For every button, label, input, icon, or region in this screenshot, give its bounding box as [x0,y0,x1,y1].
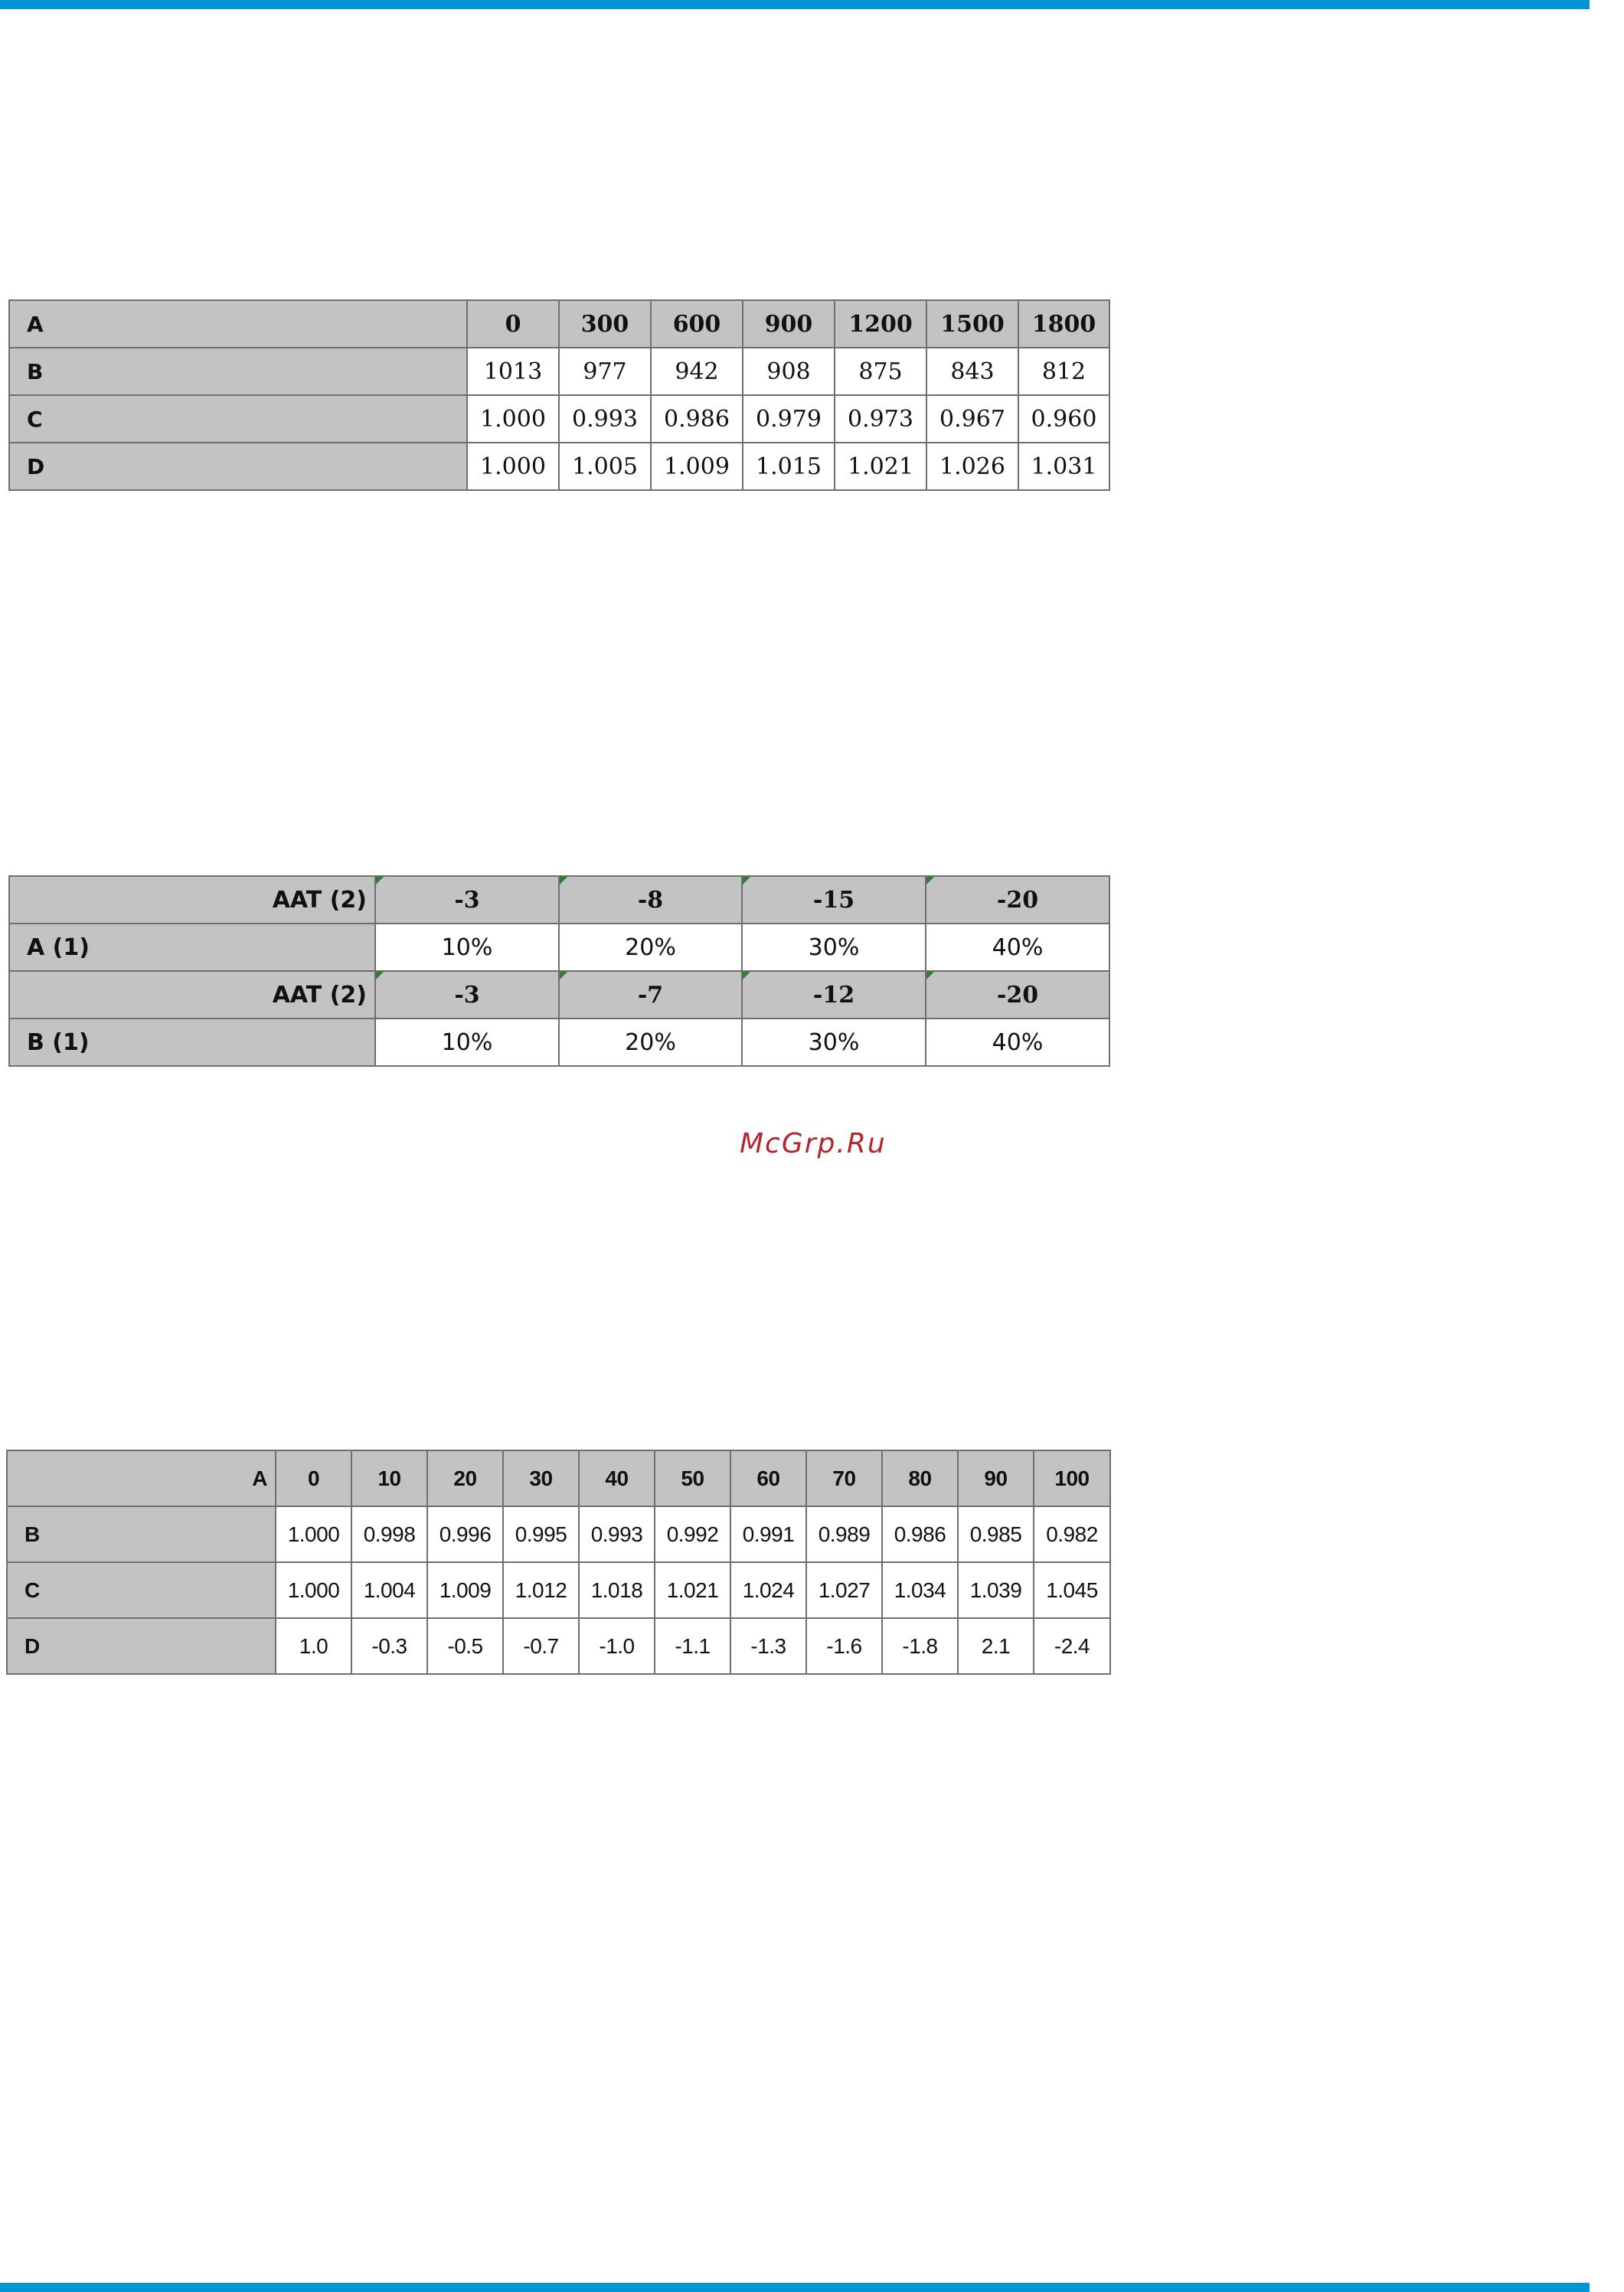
table-row [9,1018,1109,1066]
column-header: 0 [276,1450,351,1506]
table-cell: 1.000 [467,443,559,490]
table-cell: 1.039 [958,1562,1034,1618]
table-cell: 1.021 [655,1562,730,1618]
table-cell: 0.998 [351,1506,427,1562]
table-cell: 20% [559,1018,742,1066]
table-cell: 2.1 [958,1618,1034,1674]
table-cell: 0.989 [806,1506,882,1562]
row-label: AAT (2) [9,971,375,1018]
row-label: C [9,395,467,443]
column-header: 20 [427,1450,503,1506]
table-cell: 30% [742,1018,926,1066]
column-header: 60 [730,1450,806,1506]
table-cell: 0.992 [655,1506,730,1562]
column-header: 300 [559,300,651,348]
table-cell: 0.986 [882,1506,958,1562]
bottom-rule [0,2283,1590,2292]
column-header: 80 [882,1450,958,1506]
row-label: D [9,443,467,490]
column-header: 30 [503,1450,579,1506]
row-label: D [7,1618,276,1674]
table-cell: 40% [926,1018,1109,1066]
table-cell: 1.015 [743,443,835,490]
table-cell: -0.7 [503,1618,579,1674]
table-cell: 1.045 [1034,1562,1110,1618]
table-row [9,924,1109,971]
table-cell: 1.031 [1018,443,1109,490]
table-cell: 1.009 [427,1562,503,1618]
table-row [9,443,1109,490]
table-cell: 0.982 [1034,1506,1110,1562]
table-row [9,971,1109,1018]
table-cell: 0.979 [743,395,835,443]
table-row [7,1618,1110,1674]
table-cell: 843 [926,348,1018,395]
table-cell: 1013 [467,348,559,395]
table-cell: 1.000 [276,1562,351,1618]
table-cell: 1.005 [559,443,651,490]
column-header: 1800 [1018,300,1109,348]
table-cell: 10% [375,1018,559,1066]
column-header: -15 [742,876,926,924]
table-altitude [8,299,1110,491]
row-label: B (1) [9,1018,375,1066]
column-header: 40 [579,1450,655,1506]
table-cell: 0.993 [559,395,651,443]
column-header: -20 [926,971,1109,1018]
table-row [7,1562,1110,1618]
row-label: A (1) [9,924,375,971]
table-correction [6,1450,1111,1675]
table-cell: 0.996 [427,1506,503,1562]
table-cell: -2.4 [1034,1618,1110,1674]
table-cell: 1.009 [651,443,743,490]
table-cell: 977 [559,348,651,395]
column-header: 600 [651,300,743,348]
column-header: -12 [742,971,926,1018]
table-aat [8,875,1110,1067]
row-label: A [9,300,467,348]
top-rule [0,0,1590,9]
row-label: AAT (2) [9,876,375,924]
table-cell: 908 [743,348,835,395]
table-row [9,348,1109,395]
table-cell: 875 [835,348,926,395]
column-header: 1500 [926,300,1018,348]
column-header: 50 [655,1450,730,1506]
table-cell: -1.3 [730,1618,806,1674]
table-cell: 812 [1018,348,1109,395]
table-cell: -1.6 [806,1618,882,1674]
table-cell: 1.018 [579,1562,655,1618]
column-header: 90 [958,1450,1034,1506]
table-cell: 40% [926,924,1109,971]
table-cell: 0.995 [503,1506,579,1562]
table-cell: 0.967 [926,395,1018,443]
table-cell: 0.973 [835,395,926,443]
row-label: B [9,348,467,395]
column-header: 900 [743,300,835,348]
table-cell: 1.021 [835,443,926,490]
column-header: 0 [467,300,559,348]
table-row [9,876,1109,924]
watermark-text: McGrp.Ru [740,1128,887,1159]
column-header: -7 [559,971,742,1018]
table-cell: 20% [559,924,742,971]
table-cell: 0.960 [1018,395,1109,443]
table-cell: 1.000 [467,395,559,443]
table-cell: 1.024 [730,1562,806,1618]
table-cell: 1.0 [276,1618,351,1674]
column-header: -8 [559,876,742,924]
table-row [7,1506,1110,1562]
table-cell: 10% [375,924,559,971]
table-cell: 0.986 [651,395,743,443]
row-label: B [7,1506,276,1562]
table-cell: 0.993 [579,1506,655,1562]
column-header: 10 [351,1450,427,1506]
table-cell: -1.1 [655,1618,730,1674]
column-header: 100 [1034,1450,1110,1506]
table-row [9,395,1109,443]
column-header: -3 [375,971,559,1018]
column-header: -20 [926,876,1109,924]
table-cell: -0.5 [427,1618,503,1674]
column-header: -3 [375,876,559,924]
table-cell: 0.985 [958,1506,1034,1562]
table-cell: 1.012 [503,1562,579,1618]
column-header: 70 [806,1450,882,1506]
table-cell: -0.3 [351,1618,427,1674]
table-cell: 1.004 [351,1562,427,1618]
table-cell: -1.8 [882,1618,958,1674]
table-cell: -1.0 [579,1618,655,1674]
table-cell: 1.000 [276,1506,351,1562]
table-cell: 0.991 [730,1506,806,1562]
table-cell: 942 [651,348,743,395]
table-cell: 30% [742,924,926,971]
table-row [9,300,1109,348]
table-row [7,1450,1110,1506]
table-cell: 1.026 [926,443,1018,490]
table-cell: 1.027 [806,1562,882,1618]
column-header: 1200 [835,300,926,348]
row-label: A [7,1450,276,1506]
table-cell: 1.034 [882,1562,958,1618]
row-label: C [7,1562,276,1618]
